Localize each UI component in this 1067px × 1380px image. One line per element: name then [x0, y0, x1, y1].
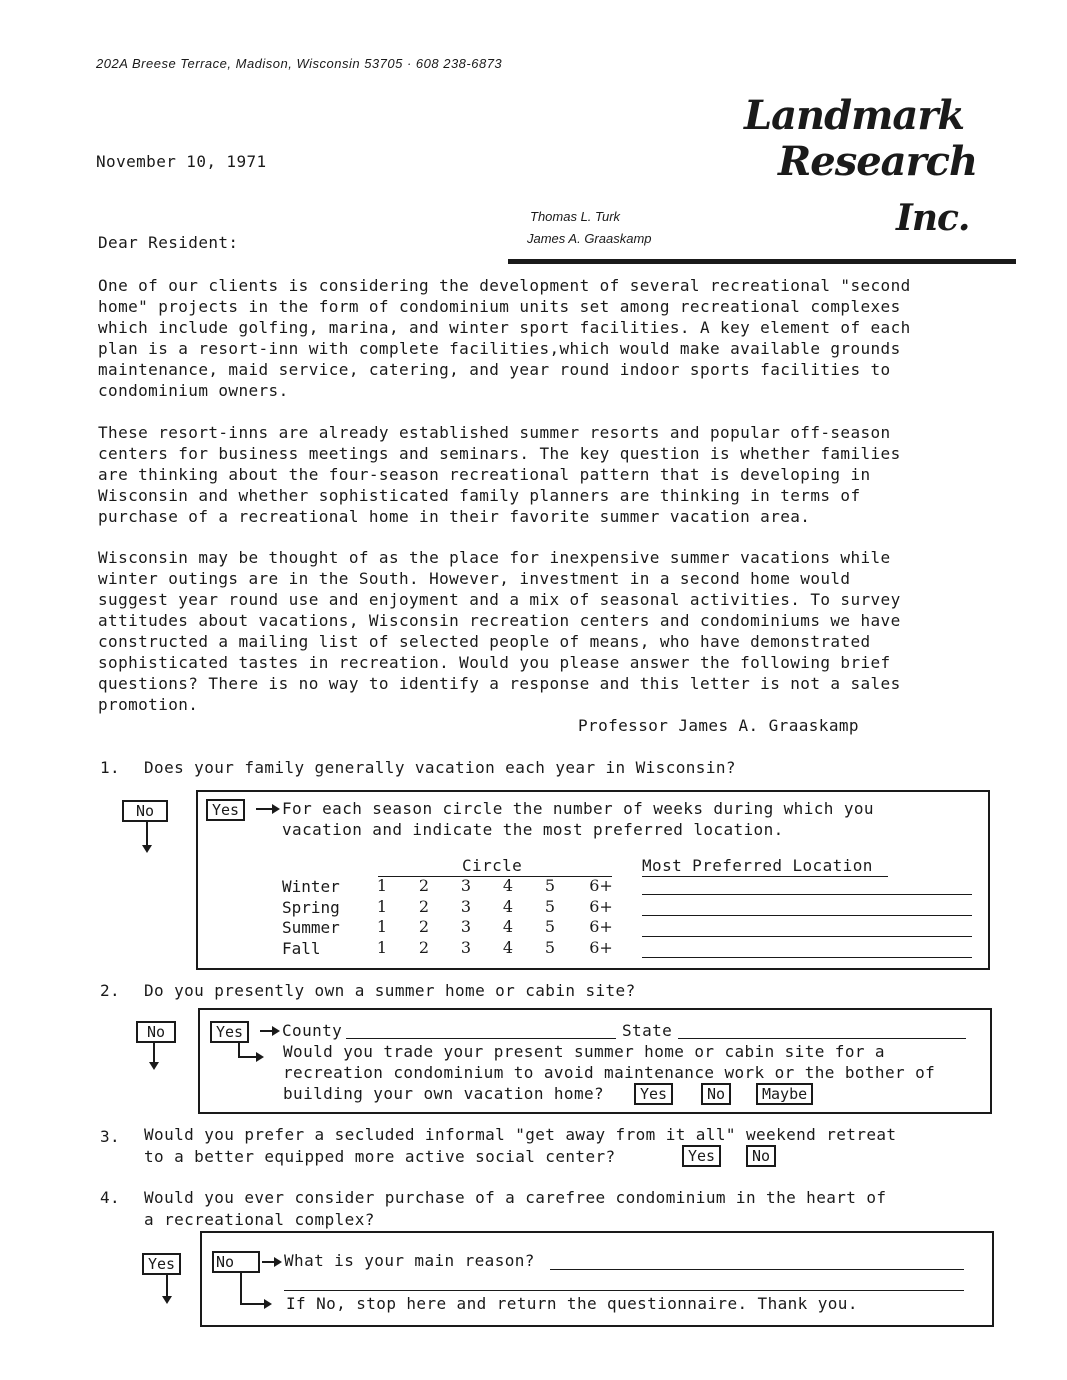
q1-yes-arrow-line: [256, 808, 272, 810]
q1-yes-option[interactable]: Yes: [206, 799, 245, 821]
week-option[interactable]: 5: [544, 897, 556, 916]
q3-line2: to a better equipped more active social center?: [144, 1147, 616, 1166]
q4-reason-input[interactable]: [550, 1269, 964, 1270]
text-line: Wisconsin may be thought of as the place for inexpensive summer vacations while: [98, 548, 891, 567]
week-option[interactable]: 4: [502, 876, 514, 895]
week-option[interactable]: 5: [544, 876, 556, 895]
logo-line-landmark: Landmark: [744, 92, 965, 139]
text-line: Wisconsin and whether sophisticated family planners are thinking in terms of: [98, 486, 861, 505]
q1-number: 1.: [100, 758, 121, 777]
q4-number: 4.: [100, 1188, 121, 1207]
q1-no-option[interactable]: No: [122, 800, 168, 822]
season-winter: Winter: [282, 877, 340, 896]
week-option[interactable]: 4: [502, 917, 514, 936]
logo-line-inc: Inc.: [896, 197, 970, 239]
signature: Professor James A. Graaskamp: [578, 716, 859, 735]
q3-no-option[interactable]: No: [746, 1145, 776, 1167]
week-option[interactable]: 4: [502, 938, 514, 957]
text-line: suggest year round use and enjoyment and a mix of seasonal activities. To survey: [98, 590, 901, 609]
text-line: One of our clients is considering the development of several recreational "second: [98, 276, 911, 295]
text-line: promotion.: [98, 695, 199, 714]
q4-stop-arrow-head: [264, 1299, 272, 1309]
q4-yes-arrow-head: [162, 1296, 172, 1304]
q2-yes-arrow-head: [272, 1026, 280, 1036]
text-line: constructed a mailing list of selected people of means, who have demonstrated: [98, 632, 871, 651]
q1-instruction-line2: vacation and indicate the most preferred location.: [282, 820, 784, 839]
company-logo: [738, 92, 978, 252]
q2-text: Do you presently own a summer home or cabin site?: [144, 981, 636, 1000]
text-line: winter outings are in the South. However, investment in a second home would: [98, 569, 851, 588]
q2-county-input[interactable]: [346, 1038, 616, 1039]
week-option[interactable]: 2: [418, 917, 430, 936]
text-line: purchase of a recreational home in their favorite summer vacation area.: [98, 507, 811, 526]
salutation: Dear Resident:: [98, 233, 239, 252]
week-option[interactable]: 1: [376, 897, 388, 916]
q2-state-label: State: [622, 1021, 673, 1040]
logo-line-research: Research: [778, 138, 978, 185]
q2-yes-option[interactable]: Yes: [210, 1021, 249, 1043]
q4-reason-prompt: What is your main reason?: [284, 1251, 535, 1270]
season-fall: Fall: [282, 939, 321, 958]
q2-no-option[interactable]: No: [136, 1021, 176, 1043]
q1-no-arrow-line: [146, 822, 148, 846]
body-paragraph-2: [98, 422, 901, 527]
q4-no-arrow-line: [262, 1261, 274, 1263]
week-option[interactable]: 1: [376, 938, 388, 957]
q1-yes-arrow-head: [272, 804, 280, 814]
text-line: maintenance, maid service, catering, and year round indoor sports facilities to: [98, 360, 891, 379]
q2-number: 2.: [100, 981, 121, 1000]
week-option[interactable]: 1: [376, 876, 388, 895]
body-paragraph-3: [98, 547, 901, 715]
q2-county-label: County: [282, 1021, 343, 1040]
body-paragraph-1: [98, 275, 911, 401]
q4-yes-option[interactable]: Yes: [142, 1253, 181, 1275]
week-option[interactable]: 3: [460, 917, 472, 936]
letter-date: November 10, 1971: [96, 152, 267, 171]
text-line: sophisticated tastes in recreation. Would you please answer the following brief: [98, 653, 891, 672]
staff-name-graaskamp: James A. Graaskamp: [527, 231, 652, 246]
week-option[interactable]: 5: [544, 917, 556, 936]
q4-stop-arrow-line: [240, 1303, 264, 1305]
letterhead-address: 202A Breese Terrace, Madison, Wisconsin 53705 · 608 238-6873: [96, 56, 503, 71]
location-input-fall[interactable]: [642, 957, 972, 958]
week-option[interactable]: 3: [460, 938, 472, 957]
week-option[interactable]: 3: [460, 897, 472, 916]
text-line: condominium owners.: [98, 381, 289, 400]
text-line: centers for business meetings and seminars. The key question is whether families: [98, 444, 901, 463]
staff-name-turk: Thomas L. Turk: [530, 209, 621, 224]
text-line: plan is a resort-inn with complete facilities,which would make available grounds: [98, 339, 901, 358]
q1-location-underline: [642, 876, 888, 877]
season-summer: Summer: [282, 918, 340, 937]
q4-yes-arrow-line: [166, 1275, 168, 1297]
q2-followup-line3: building your own vacation home?: [283, 1084, 605, 1103]
q2-state-input[interactable]: [678, 1038, 966, 1039]
week-option[interactable]: 1: [376, 917, 388, 936]
q2-trade-yes-option[interactable]: Yes: [634, 1083, 673, 1105]
q2-trade-no-option[interactable]: No: [701, 1083, 731, 1105]
q4-stop-arrow-stem: [240, 1273, 242, 1305]
text-line: attitudes about vacations, Wisconsin recreation centers and condominiums we have: [98, 611, 901, 630]
week-option[interactable]: 2: [418, 876, 430, 895]
week-option[interactable]: 2: [418, 938, 430, 957]
q2-no-arrow-line: [153, 1043, 155, 1063]
q1-no-arrow-head: [142, 845, 152, 853]
text-line: are thinking about the four-season recreational pattern that is developing in: [98, 465, 871, 484]
week-option[interactable]: 6+: [589, 917, 613, 936]
week-option[interactable]: 2: [418, 897, 430, 916]
q1-instruction-line1: For each season circle the number of weeks during which you: [282, 799, 874, 818]
q3-number: 3.: [100, 1127, 121, 1146]
text-line: which include golfing, marina, and winter sport facilities. A key element of each: [98, 318, 911, 337]
q4-line1: Would you ever consider purchase of a carefree condominium in the heart of: [144, 1188, 887, 1207]
q1-circle-header: Circle: [462, 856, 523, 875]
q2-followup-line1: Would you trade your present summer home or cabin site for a: [283, 1042, 885, 1061]
q3-yes-option[interactable]: Yes: [682, 1145, 721, 1167]
week-option[interactable]: 6+: [589, 938, 613, 957]
season-spring: Spring: [282, 898, 340, 917]
q2-followup-arrow-line: [238, 1056, 256, 1058]
week-option[interactable]: 6+: [589, 876, 613, 895]
q4-stop-note: If No, stop here and return the questionnaire. Thank you.: [286, 1294, 858, 1313]
q4-no-option[interactable]: No: [212, 1251, 260, 1273]
q1-location-header: Most Preferred Location: [642, 856, 873, 875]
week-option[interactable]: 4: [502, 897, 514, 916]
q2-followup-arrow-head: [256, 1052, 264, 1062]
q2-followup-line2: recreation condominium to avoid maintenance work or the bother of: [283, 1063, 936, 1082]
week-option[interactable]: 3: [460, 876, 472, 895]
week-option[interactable]: 5: [544, 938, 556, 957]
week-option[interactable]: 6+: [589, 897, 613, 916]
q4-reason-input-2[interactable]: [284, 1290, 964, 1291]
location-input-winter[interactable]: [642, 894, 972, 895]
q3-line1: Would you prefer a secluded informal "get away from it all" weekend retreat: [144, 1125, 897, 1144]
q2-yes-arrow-line: [260, 1030, 272, 1032]
q1-text: Does your family generally vacation each year in Wisconsin?: [144, 758, 736, 777]
text-line: questions? There is no way to identify a response and this letter is not a sales: [98, 674, 901, 693]
location-input-summer[interactable]: [642, 936, 972, 937]
q4-line2: a recreational complex?: [144, 1210, 375, 1229]
location-input-spring[interactable]: [642, 915, 972, 916]
q2-trade-maybe-option[interactable]: Maybe: [756, 1083, 813, 1105]
q4-no-arrow-head: [274, 1257, 282, 1267]
letterhead-rule: [508, 259, 1016, 264]
text-line: home" projects in the form of condominium units set among recreational complexes: [98, 297, 901, 316]
q2-no-arrow-head: [149, 1062, 159, 1070]
text-line: These resort-inns are already established summer resorts and popular off-season: [98, 423, 891, 442]
